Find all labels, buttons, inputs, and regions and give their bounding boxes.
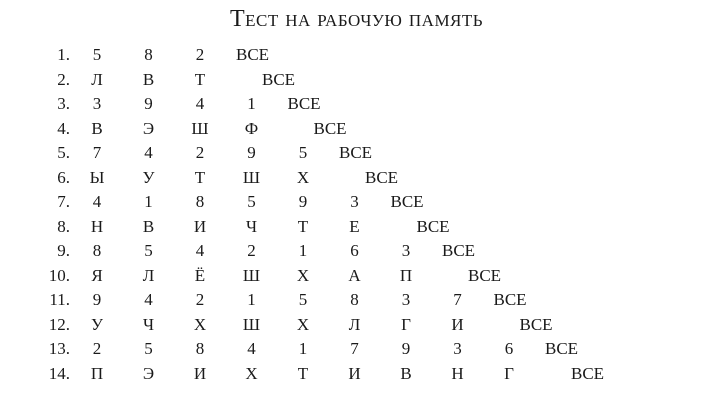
test-row <box>0 337 713 362</box>
test-row <box>0 313 713 338</box>
sequence-item: Х <box>296 167 310 187</box>
all-label: ВСЕ <box>390 192 424 211</box>
test-row <box>0 264 713 289</box>
sequence-item: Ф <box>244 118 259 138</box>
sequence-item: 2 <box>247 241 256 260</box>
row-number: 14. <box>48 363 70 383</box>
sequence-item: И <box>348 363 361 383</box>
row-number: 13. <box>48 339 70 358</box>
row-number: 6. <box>57 167 70 187</box>
all-label: ВСЕ <box>545 339 579 358</box>
sequence-item: В <box>142 216 155 236</box>
sequence-item: 8 <box>195 339 205 358</box>
sequence-item: 8 <box>144 45 153 64</box>
sequence-item: Ш <box>242 167 261 187</box>
all-label: ВСЕ <box>416 216 450 236</box>
sequence-item: 2 <box>195 290 205 309</box>
test-row <box>0 166 713 191</box>
row-number: 8. <box>57 216 70 236</box>
sequence-item: 4 <box>247 339 256 358</box>
sequence-item: Ы <box>89 167 105 187</box>
sequence-item: Х <box>245 363 258 383</box>
sequence-item: Ш <box>191 118 209 138</box>
sequence-item: 3 <box>453 339 462 358</box>
all-label: ВСЕ <box>468 265 502 285</box>
all-label: ВСЕ <box>339 143 373 162</box>
all-label: ВСЕ <box>365 167 399 187</box>
sequence-item: И <box>451 314 464 334</box>
sequence-item: Х <box>193 314 207 334</box>
sequence-item: 4 <box>144 143 153 162</box>
sequence-item: Н <box>451 363 464 383</box>
sequence-item: 8 <box>92 241 102 260</box>
page-title: Тест на рабочую память <box>229 6 484 32</box>
row-number: 4. <box>57 118 70 138</box>
row-number: 5. <box>57 143 70 162</box>
sequence-item: 2 <box>92 339 102 358</box>
sequence-item: 3 <box>401 290 411 309</box>
all-label: ВСЕ <box>287 94 321 113</box>
sequence-item: Л <box>91 69 103 89</box>
sequence-item: Л <box>142 265 155 285</box>
sequence-item: 5 <box>247 192 256 211</box>
test-row <box>0 43 713 68</box>
sequence-item: Е <box>349 216 360 236</box>
sequence-item: 5 <box>298 143 308 162</box>
sequence-item: 9 <box>92 290 102 309</box>
test-row <box>0 92 713 117</box>
sequence-item: 1 <box>247 290 256 309</box>
row-number: 9. <box>57 241 70 260</box>
sequence-item: В <box>142 69 155 89</box>
sequence-item: 4 <box>195 94 205 113</box>
sequence-item: 3 <box>350 192 359 211</box>
sequence-item: Ч <box>245 216 258 236</box>
sequence-item: Э <box>142 363 155 383</box>
sequence-item: 8 <box>195 192 205 211</box>
sequence-item: 5 <box>144 241 153 260</box>
test-row <box>0 288 713 313</box>
row-number: 2. <box>57 69 70 89</box>
row-number: 1. <box>57 45 70 64</box>
test-row <box>0 141 713 166</box>
sequence-item: А <box>348 265 361 285</box>
sequence-item: И <box>193 216 207 236</box>
sequence-item: Э <box>142 118 155 138</box>
sequence-item: 1 <box>247 94 256 113</box>
sequence-item: 3 <box>92 94 102 113</box>
row-number: 7. <box>57 192 70 211</box>
sequence-item: Т <box>194 69 206 89</box>
sequence-item: Х <box>296 265 310 285</box>
all-label: ВСЕ <box>442 241 476 260</box>
test-row <box>0 239 713 264</box>
row-number: 12. <box>48 314 70 334</box>
test-row <box>0 362 713 387</box>
sequence-item: 2 <box>195 45 205 64</box>
all-label: ВСЕ <box>313 118 347 138</box>
sequence-item: 7 <box>453 290 462 309</box>
test-row <box>0 215 713 240</box>
test-row <box>0 190 713 215</box>
sequence-item: 7 <box>92 143 102 162</box>
sequence-item: 8 <box>350 290 359 309</box>
sequence-item: 2 <box>195 143 205 162</box>
sequence-item: 1 <box>298 339 308 358</box>
sequence-item: 9 <box>401 339 411 358</box>
all-label: ВСЕ <box>236 45 270 64</box>
sequence-item: Г <box>504 363 514 383</box>
sequence-item: 4 <box>195 241 205 260</box>
sequence-item: Г <box>401 314 411 334</box>
row-number: 11. <box>49 290 70 309</box>
sequence-item: И <box>193 363 207 383</box>
sequence-item: Т <box>194 167 206 187</box>
sequence-item: Я <box>91 265 103 285</box>
sequence-item: П <box>399 265 413 285</box>
all-label: ВСЕ <box>493 290 527 309</box>
sequence-item: Т <box>297 363 309 383</box>
sequence-item: Т <box>297 216 309 236</box>
all-label: ВСЕ <box>519 314 553 334</box>
sequence-item: У <box>142 167 155 187</box>
sequence-item: 1 <box>144 192 153 211</box>
all-label: ВСЕ <box>262 69 296 89</box>
row-number: 10. <box>48 265 70 285</box>
sequence-item: 5 <box>144 339 153 358</box>
sequence-item: П <box>90 363 104 383</box>
sequence-item: 4 <box>92 192 102 211</box>
test-row <box>0 68 713 93</box>
sequence-item: 9 <box>298 192 308 211</box>
test-row <box>0 117 713 142</box>
row-number: 3. <box>57 94 70 113</box>
sequence-item: Л <box>348 314 361 334</box>
sequence-item: У <box>90 314 104 334</box>
sequence-item: Ё <box>194 265 206 285</box>
sequence-item: 1 <box>298 241 308 260</box>
sequence-item: Ч <box>142 314 155 334</box>
sequence-item: Х <box>296 314 310 334</box>
all-label: ВСЕ <box>571 363 605 383</box>
sequence-item: 6 <box>504 339 514 358</box>
test-rows <box>0 43 713 386</box>
sequence-item: 9 <box>144 94 153 113</box>
sequence-item: Ш <box>242 314 261 334</box>
sequence-item: 6 <box>350 241 359 260</box>
sequence-item: Н <box>90 216 104 236</box>
sequence-item: 9 <box>247 143 256 162</box>
sequence-item: 5 <box>92 45 102 64</box>
sequence-item: В <box>400 363 412 383</box>
sequence-item: 5 <box>298 290 308 309</box>
sequence-item: Ш <box>242 265 261 285</box>
sequence-item: В <box>91 118 103 138</box>
sequence-item: 7 <box>350 339 359 358</box>
sequence-item: 4 <box>144 290 153 309</box>
sequence-item: 3 <box>401 241 411 260</box>
